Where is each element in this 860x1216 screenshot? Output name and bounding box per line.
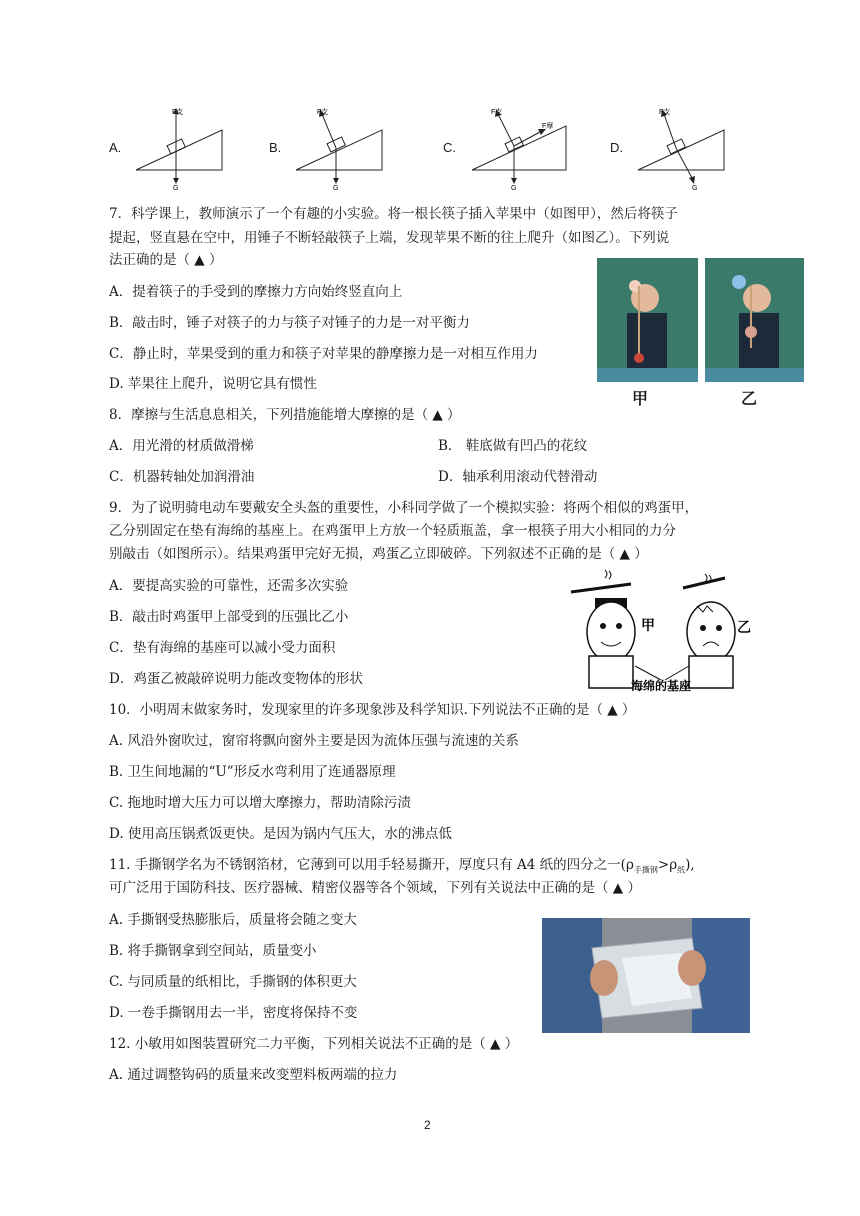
q9-option-d: D．鸡蛋乙被敲碎说明力能改变物体的形状 (109, 671, 363, 687)
q7-photo-yi (705, 258, 804, 382)
q11-gt: > (657, 857, 670, 873)
q11-rho-2: ρ (669, 857, 678, 873)
q6-b-label-g: G (333, 185, 339, 190)
q12-option-a: A. 通过调整钩码的质量来改变塑料板两端的拉力 (109, 1067, 398, 1083)
q6-c-label-fm: F摩 (542, 123, 554, 130)
q9-egg-figure (565, 570, 765, 694)
q11-sub-paper: 纸 (677, 865, 686, 875)
q6-option-c-letter: C. (443, 140, 456, 155)
q11-option-d: D. 一卷手撕钢用去一半，密度将保持不变 (109, 1005, 358, 1021)
q11-stem-prefix: 11. 手撕钢学名为不锈钢箔材，它薄到可以用手轻易撕开，厚度只有 A4 纸的四分之一( (109, 857, 626, 873)
q6-figure-b (290, 104, 390, 190)
q6-figure-d (632, 104, 732, 190)
q8-option-b: B． 鞋底做有凹凸的花纹 (438, 438, 588, 454)
q6-c-label-g: G (511, 185, 517, 190)
q11-stem-suffix: ), (685, 857, 695, 873)
q7-stem-line-2: 提起，竖直悬在空中，用锤子不断轻敲筷子上端，发现苹果不断的往上爬升（如图乙）。下列说 (109, 230, 670, 246)
q9-label-egg-a: 甲 (641, 617, 655, 633)
q11-option-b: B. 将手撕钢拿到空间站，质量变小 (109, 943, 317, 959)
q10-option-b: B. 卫生间地漏的“U”形反水弯利用了连通器原理 (109, 764, 396, 780)
q9-option-c: C．垫有海绵的基座可以减小受力面积 (109, 640, 336, 656)
q7-option-a: A．提着筷子的手受到的摩擦力方向始终竖直向上 (109, 284, 403, 300)
q7-stem-line-3: 法正确的是（ ▲ ） (109, 252, 223, 268)
q7-caption-yi: 乙 (741, 391, 758, 408)
q6-option-a-letter: A. (109, 140, 122, 155)
q11-steel-photo (542, 918, 750, 1033)
q6-a-label-g: G (173, 185, 179, 190)
q9-stem-line-3: 别敲击（如图所示）。结果鸡蛋甲完好无损，鸡蛋乙立即破碎。下列叙述不正确的是（ ▲ ） (109, 546, 648, 562)
q9-stem-line-2: 乙分别固定在垫有海绵的基座上。在鸡蛋甲上方放一个轻质瓶盖，拿一根筷子用大小相同的力分 (109, 523, 676, 539)
q7-photo-jia (597, 258, 698, 382)
q6-figure-c (466, 104, 576, 190)
q6-d-label-g: G (692, 185, 698, 190)
q6-c-label-f: F支 (491, 109, 503, 116)
q9-label-egg-b: 乙 (737, 619, 751, 635)
q8-option-d: D．轴承利用滚动代替滑动 (438, 469, 598, 485)
q11-sub-steel: 手撕钢 (633, 865, 658, 875)
q9-stem-line-1: 9．为了说明骑电动车要戴安全头盔的重要性，小科同学做了一个模拟实验：将两个相似的鸡蛋甲， (109, 500, 699, 516)
q7-option-d: D. 苹果往上爬升，说明它具有惯性 (109, 376, 317, 392)
q8-option-c: C．机器转轴处加润滑油 (109, 469, 255, 485)
q6-option-d-letter: D. (610, 140, 623, 155)
q10-option-d: D. 使用高压锅煮饭更快。是因为锅内气压大，水的沸点低 (109, 826, 452, 842)
q12-stem: 12. 小敏用如图装置研究二力平衡，下列相关说法不正确的是（ ▲ ） (109, 1036, 519, 1052)
q11-option-c: C. 与同质量的纸相比，手撕钢的体积更大 (109, 974, 357, 990)
q6-a-label-f: F支 (172, 109, 184, 116)
q7-caption-jia: 甲 (632, 391, 649, 408)
page-number: 2 (424, 1118, 431, 1132)
q6-d-label-f: F支 (659, 109, 671, 116)
q6-b-label-f: F支 (317, 109, 329, 116)
q11-option-a: A. 手撕钢受热膨胀后，质量将会随之变大 (109, 912, 357, 928)
q11-stem-line-2: 可广泛用于国防科技、医疗器械、精密仪器等各个领域，下列有关说法中正确的是（ ▲ ） (109, 880, 641, 896)
q9-option-a: A．要提高实验的可靠性，还需多次实验 (109, 578, 349, 594)
q7-option-b: B．敲击时，锤子对筷子的力与筷子对锤子的力是一对平衡力 (109, 315, 470, 331)
q7-option-c: C．静止时，苹果受到的重力和筷子对苹果的静摩擦力是一对相互作用力 (109, 346, 538, 362)
q7-stem-line-1: 7．科学课上，教师演示了一个有趣的小实验。将一根长筷子插入苹果中（如图甲），然后将筷子 (109, 206, 678, 222)
q8-stem: 8．摩擦与生活息息相关，下列措施能增大摩擦的是（ ▲ ） (109, 407, 461, 423)
q11-stem-line-1 (109, 855, 695, 881)
q8-option-a: A．用光滑的材质做滑梯 (109, 438, 254, 454)
q6-option-b-letter: B. (269, 140, 282, 155)
q11-rho-1: ρ (625, 857, 634, 873)
q10-stem: 10．小明周末做家务时，发现家里的许多现象涉及科学知识.下列说法不正确的是（ ▲ ） (109, 702, 636, 718)
q9-option-b: B．敲击时鸡蛋甲上部受到的压强比乙小 (109, 609, 349, 625)
q9-label-base: 海绵的基座 (631, 679, 692, 693)
q10-option-c: C. 拖地时增大压力可以增大摩擦力，帮助清除污渍 (109, 795, 411, 811)
q6-figure-a (130, 104, 230, 190)
q10-option-a: A. 风沿外窗吹过，窗帘将飘向窗外主要是因为流体压强与流速的关系 (109, 733, 519, 749)
